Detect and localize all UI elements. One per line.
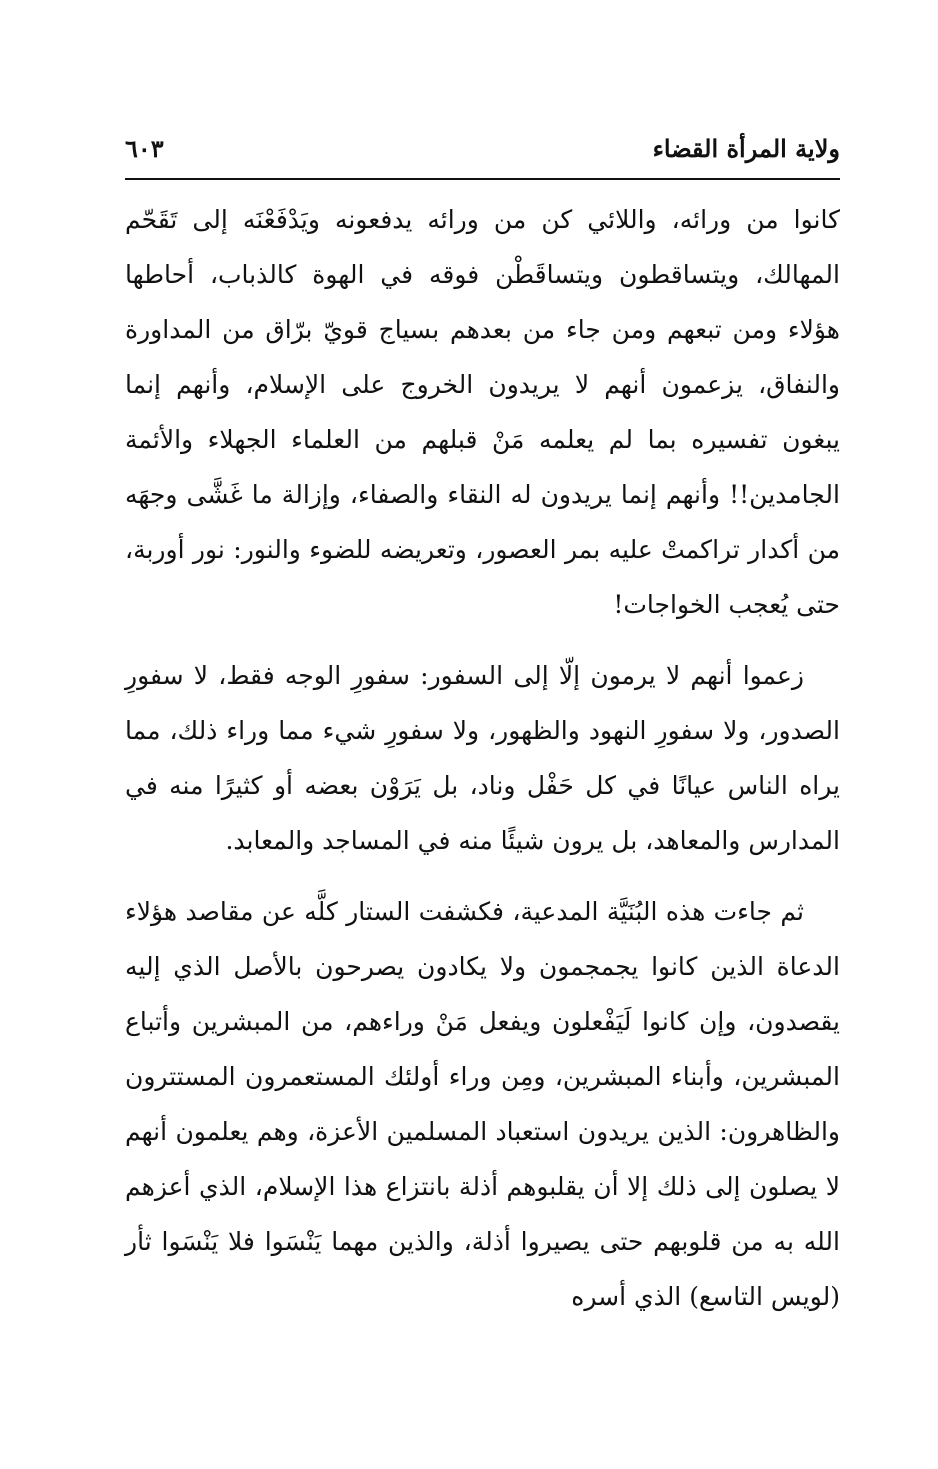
header-rule bbox=[125, 178, 840, 180]
paragraph-3: ثم جاءت هذه البُنَيَّة المدعية، فكشفت الستار كلَّه عن مقاصد هؤلاء الدعاة الذين كانوا يجمجمون ولا يكادون يصرحون بالأصل الذي إليه يقصدون، وإن كانوا لَيَفْعلون ويفعل مَنْ وراءهم، من المبشرين وأتباع المبشرين، وأبناء المبشرين، ومِن وراء أولئك المستعمرون المستترون والظاهرون: الذين يريدون استعباد المسلمين الأعزة، وهم يعلمون أنهم لا يصلون إلى ذلك إلا أن يقلبوهم أذلة بانتزاع هذا الإسلام، الذي أعزهم الله به من قلوبهم حتى يصيروا أذلة، والذين مهما يَنْسَوا فلا يَنْسَوا ثأر (لويس التاسع) الذي أسره bbox=[125, 897, 840, 1311]
paragraph-2: زعموا أنهم لا يرمون إلّا إلى السفور: سفورِ الوجه فقط، لا سفورِ الصدور، ولا سفورِ النهود والظهور، ولا سفورِ شيء مما وراء ذلك، مما يراه الناس عيانًا في كل حَفْل وناد، بل يَرَوْن بعضه أو كثيرًا منه في المدارس والمعاهد، بل يرون شيئًا منه في المساجد والمعابد. bbox=[125, 661, 840, 855]
body-text bbox=[125, 192, 840, 1324]
paragraph-1: كانوا من ورائه، واللائي كن من ورائه يدفعونه ويَدْفَعْنَه إلى تَقَحّم المهالك، ويتساقطون ويتساقَطْن فوقه في الهوة كالذباب، أحاطها هؤلاء ومن تبعهم ومن جاء من بعدهم بسياج قويّ برّاق من المداورة والنفاق، يزعمون أنهم لا يريدون الخروج على الإسلام، وأنهم إنما يبغون تفسيره بما لم يعلمه مَنْ قبلهم من العلماء الجهلاء والأئمة الجامدين!! وأنهم إنما يريدون له النقاء والصفاء، وإزالة ما غَشَّى وجهَه من أكدار تراكمتْ عليه بمر العصور، وتعريضه للضوء والنور: نور أوربة، حتى يُعجب الخواجات! bbox=[125, 205, 840, 619]
page-number: ٦٠٣ bbox=[125, 133, 164, 163]
chapter-title: ولاية المرأة القضاء bbox=[652, 133, 840, 163]
running-header bbox=[125, 128, 840, 168]
